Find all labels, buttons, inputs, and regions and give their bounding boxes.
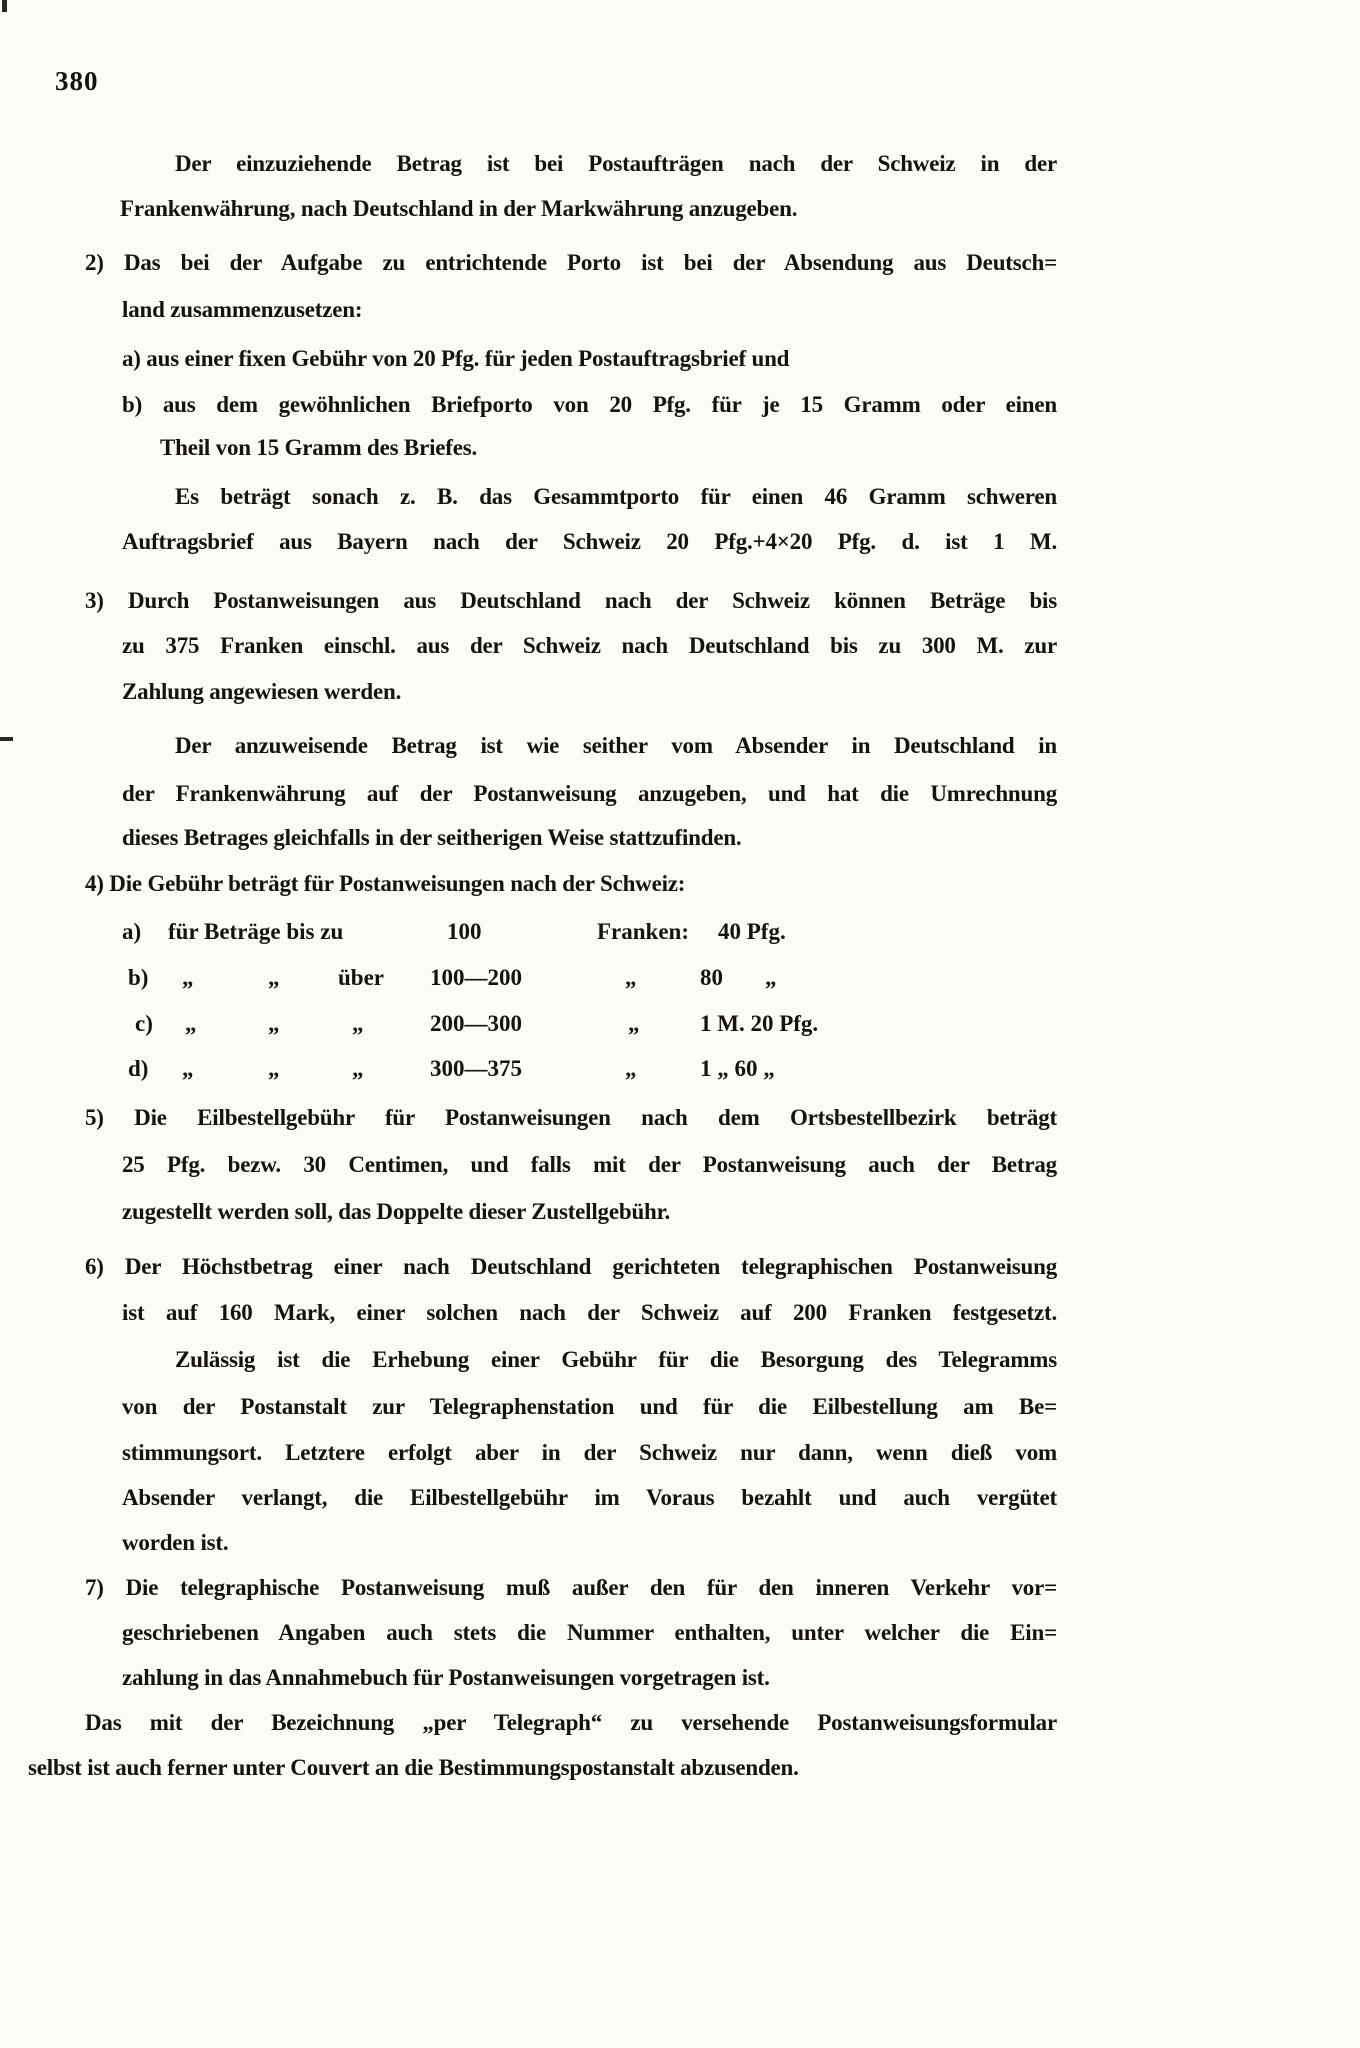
fee-cell: 300—375 [430,1056,522,1081]
text-line: 5) Die Eilbestellgebühr für Postanweisungen nach dem Ortsbestellbezirk beträgt [85,1105,1057,1130]
fee-cell: 100—200 [430,965,522,990]
text-line: land zusammenzusetzen: [122,297,363,322]
text-line: 2) Das bei der Aufgabe zu entrichtende Porto ist bei der Absendung aus Deutsch= [85,250,1057,275]
fee-cell: „ [628,1011,640,1036]
text-line: Theil von 15 Gramm des Briefes. [160,435,478,460]
fee-cell: b) [128,965,149,990]
fee-cell: „ [268,965,280,990]
text-line: stimmungsort. Letztere erfolgt aber in der Schweiz nur dann, wenn dieß vom [122,1440,1057,1465]
fee-cell: „ [268,1056,280,1081]
fee-cell: 1 „ 60 „ [700,1056,775,1081]
fee-cell: „ [352,1056,364,1081]
fee-cell: Franken: [597,919,689,944]
fee-cell: 80 [700,965,723,990]
fee-cell: „ [182,1056,194,1081]
text-line: zahlung in das Annahmebuch für Postanweisungen vorgetragen ist. [122,1665,770,1690]
text-line: von der Postanstalt zur Telegraphenstation und für die Eilbestellung am Be= [122,1394,1057,1419]
fee-cell: für Beträge bis zu [168,919,344,944]
text-line: zugestellt werden soll, das Doppelte dieser Zustellgebühr. [122,1199,671,1224]
text-line: Zulässig ist die Erhebung einer Gebühr für die Besorgung des Telegramms [175,1347,1057,1372]
text-line: ist auf 160 Mark, einer solchen nach der Schweiz auf 200 Franken festgesetzt. [122,1300,1057,1325]
fee-cell: „ [352,1011,364,1036]
text-line: Zahlung angewiesen werden. [122,679,402,704]
fee-table-row [0,962,1360,996]
scan-artifact [0,737,13,741]
fee-cell: 200—300 [430,1011,522,1036]
fee-table-row [0,916,1360,950]
text-line: Es beträgt sonach z. B. das Gesammtporto für einen 46 Gramm schweren [175,484,1057,509]
page-number: 380 [55,66,99,96]
fee-cell: c) [135,1011,153,1036]
scan-artifact [2,0,7,12]
fee-cell: 1 M. 20 Pfg. [700,1011,819,1036]
text-line: Der einzuziehende Betrag ist bei Postaufträgen nach der Schweiz in der [175,151,1057,176]
fee-cell: „ [765,965,777,990]
text-line: worden ist. [122,1530,229,1555]
text-line: geschriebenen Angaben auch stets die Nummer enthalten, unter welcher die Ein= [122,1620,1057,1645]
text-line: 6) Der Höchstbetrag einer nach Deutschland gerichteten telegraphischen Postanweisung [85,1254,1057,1279]
fee-cell: a) [122,919,142,944]
fee-cell: „ [625,1056,637,1081]
text-line: Das mit der Bezeichnung „per Telegraph“ zu versehende Postanweisungsformular [85,1710,1057,1735]
text-line: dieses Betrages gleichfalls in der seitherigen Weise stattzufinden. [122,825,742,850]
text-line: zu 375 Franken einschl. aus der Schweiz nach Deutschland bis zu 300 M. zur [122,633,1057,658]
fee-cell: 100 [447,919,482,944]
fee-cell: „ [185,1011,197,1036]
text-line: Auftragsbrief aus Bayern nach der Schweiz 20 Pfg.+4×20 Pfg. d. ist 1 M. [122,529,1057,554]
fee-cell: über [338,965,384,990]
fee-cell: „ [268,1011,280,1036]
text-line: Frankenwährung, nach Deutschland in der Markwährung anzugeben. [120,196,798,221]
text-line: selbst ist auch ferner unter Couvert an die Bestimmungspostanstalt abzusenden. [28,1755,799,1780]
text-line: 7) Die telegraphische Postanweisung muß außer den für den inneren Verkehr vor= [85,1575,1057,1600]
text-line: a) aus einer fixen Gebühr von 20 Pfg. für jeden Postauftragsbrief und [122,346,790,371]
text-line: 4) Die Gebühr beträgt für Postanweisungen nach der Schweiz: [85,871,686,896]
fee-cell: „ [182,965,194,990]
fee-table-row [0,1053,1360,1087]
text-line: 25 Pfg. bezw. 30 Centimen, und falls mit der Postanweisung auch der Betrag [122,1152,1057,1177]
text-line: 3) Durch Postanweisungen aus Deutschland nach der Schweiz können Beträge bis [85,588,1057,613]
fee-cell: d) [128,1056,149,1081]
text-line: Der anzuweisende Betrag ist wie seither vom Absender in Deutschland in [175,733,1057,758]
fee-cell: 40 Pfg. [718,919,786,944]
text-line: der Frankenwährung auf der Postanweisung anzugeben, und hat die Umrechnung [122,781,1057,806]
text-line: Absender verlangt, die Eilbestellgebühr im Voraus bezahlt und auch vergütet [122,1485,1057,1510]
text-line: b) aus dem gewöhnlichen Briefporto von 20 Pfg. für je 15 Gramm oder einen [122,392,1057,417]
fee-table-row [0,1008,1360,1042]
fee-cell: „ [625,965,637,990]
